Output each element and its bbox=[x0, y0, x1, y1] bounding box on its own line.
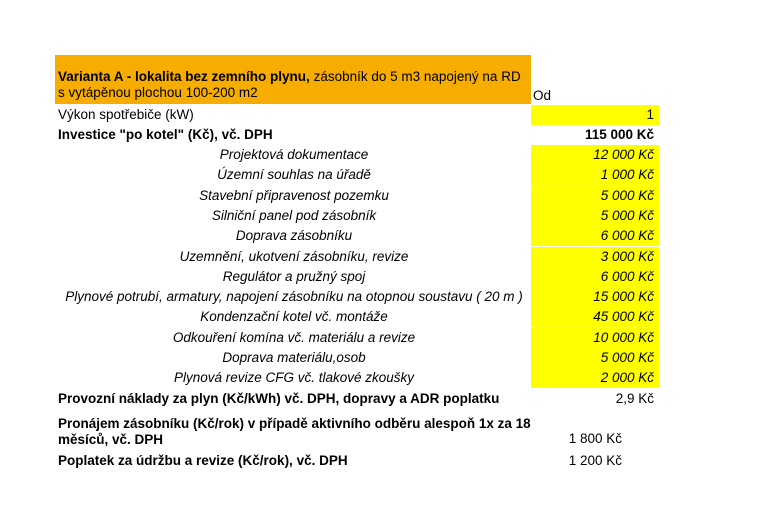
cost-item-row bbox=[55, 165, 659, 185]
pronajem-label-line1: Pronájem zásobníku (Kč/rok) v případě aktivního odběru alespoň 1x za 18 bbox=[58, 416, 531, 431]
investice-value: 115 000 Kč bbox=[584, 127, 654, 142]
pronajem-label bbox=[58, 416, 531, 448]
pronajem-value: 1 800 Kč bbox=[568, 431, 622, 446]
provozni-value: 2,9 Kč bbox=[615, 391, 654, 406]
poplatek-value: 1 200 Kč bbox=[568, 453, 622, 468]
vykon-label: Výkon spotřebiče (kW) bbox=[58, 107, 194, 122]
provozni-row bbox=[55, 389, 659, 409]
variant-title bbox=[58, 69, 528, 101]
cost-item-label: Kondenzační kotel vč. montáže bbox=[200, 309, 388, 325]
cost-item-label: Odkouření komína vč. materiálu a revize bbox=[172, 329, 416, 345]
cost-item-value: 3 000 Kč bbox=[531, 247, 659, 267]
pronajem-label-line2: měsíců, vč. DPH bbox=[58, 432, 164, 447]
cost-item-label: Regulátor a pružný spoj bbox=[222, 268, 366, 284]
cost-item-value: 6 000 Kč bbox=[531, 226, 659, 246]
cost-item-label: Uzemnění, ukotvení zásobníku, revize bbox=[179, 248, 409, 264]
cost-item-row bbox=[55, 328, 659, 348]
vykon-row bbox=[55, 105, 659, 125]
cost-item-row bbox=[55, 287, 659, 307]
cost-item-label: Silniční panel pod zásobník bbox=[211, 207, 377, 223]
variant-title-rest: zásobník do 5 m3 napojený na RD s vytápěnou plochou 100-200 m2 bbox=[58, 69, 521, 100]
cost-item-value: 5 000 Kč bbox=[531, 186, 659, 206]
poplatek-label: Poplatek za údržbu a revize (Kč/rok), vč. DPH bbox=[58, 453, 348, 468]
investice-row bbox=[55, 125, 659, 145]
cost-item-value: 1 000 Kč bbox=[531, 165, 659, 185]
cost-item-row bbox=[55, 186, 659, 206]
cost-item-row bbox=[55, 145, 659, 165]
cost-item-value: 5 000 Kč bbox=[531, 348, 659, 368]
cost-item-row bbox=[55, 267, 659, 287]
cost-item-row bbox=[55, 206, 659, 226]
variant-title-bold: Varianta A - lokalita bez zemního plynu, bbox=[58, 69, 310, 84]
cost-item-value: 10 000 Kč bbox=[531, 328, 659, 348]
cost-item-value: 5 000 Kč bbox=[531, 206, 659, 226]
cost-item-label: Územní souhlas na úřadě bbox=[217, 167, 371, 183]
cost-item-label: Plynové potrubí, armatury, napojení zásobníku na otopnou soustavu ( 20 m ) bbox=[65, 289, 523, 305]
cost-item-value: 6 000 Kč bbox=[531, 267, 659, 287]
cost-item-value: 15 000 Kč bbox=[531, 287, 659, 307]
cost-item-value: 12 000 Kč bbox=[531, 145, 659, 165]
cost-item-row bbox=[55, 348, 659, 368]
cost-item-row bbox=[55, 247, 659, 267]
cost-item-label: Plynová revize CFG vč. tlakové zkoušky bbox=[173, 370, 415, 386]
cost-item-label: Projektová dokumentace bbox=[219, 147, 369, 162]
cost-item-row bbox=[55, 226, 659, 246]
od-label: Od bbox=[533, 88, 552, 103]
cost-item-row bbox=[55, 307, 659, 327]
vykon-value: 1 bbox=[531, 105, 659, 125]
investice-label: Investice "po kotel" (Kč), vč. DPH bbox=[58, 127, 273, 142]
cost-item-value: 2 000 Kč bbox=[531, 368, 659, 388]
cost-item-value: 45 000 Kč bbox=[531, 307, 659, 327]
provozni-label: Provozní náklady za plyn (Kč/kWh) vč. DPH, dopravy a ADR poplatku bbox=[58, 391, 500, 406]
cost-item-row bbox=[55, 368, 659, 388]
cost-item-label: Stavební připravenost pozemku bbox=[199, 187, 389, 203]
cost-item-label: Doprava zásobníku bbox=[235, 228, 353, 244]
cost-item-label: Doprava materiálu,osob bbox=[222, 350, 366, 365]
